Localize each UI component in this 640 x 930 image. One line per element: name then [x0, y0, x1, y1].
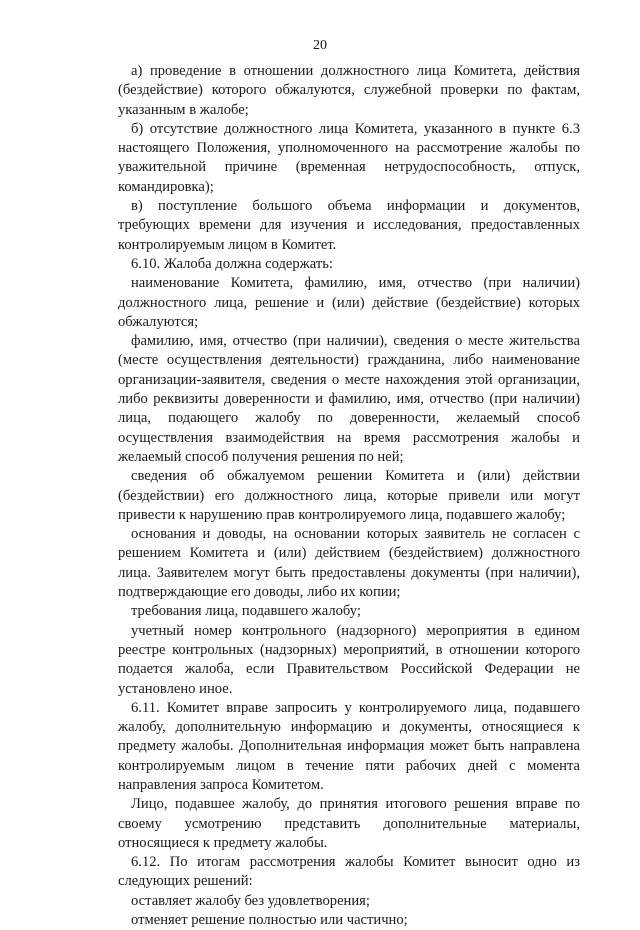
paragraph-decision-cancel: отменяет решение полностью или частично; [131, 912, 408, 929]
paragraph-appealed-decision: сведения об обжалуемом решении Комитета и (или) действии (бездействии) его должностного лица, которые привели или могут привести к нарушению прав контролируемого лица, подавшего жалобу; [118, 468, 580, 523]
paragraph-c-large-volume: в) поступление большого объема информации и документов, требующих времени для изучения и исследования, предоставленных контролируемым лицом в Комитет. [118, 198, 580, 253]
paragraph-b-official-absence: б) отсутствие должностного лица Комитета, указанного в пункте 6.3 настоящего Положения, уполномоченного на рассмотрение жалобы по уважительной причине (временная нетрудоспособность, отпуск, командировка); [118, 120, 580, 195]
paragraph-additional-materials: Лицо, подавшее жалобу, до принятия итогового решения вправе по своему усмотрению представить дополнительные материалы, относящиеся к предмету жалобы. [118, 796, 580, 851]
paragraph-applicant-details: фамилию, имя, отчество (при наличии), сведения о месте жительства (месте осуществления деятельности) гражданина, либо наименование организации-заявителя, сведения о месте нахождения этой организации, либо реквизиты доверенности и фамилию, имя, отчество (при наличии) лица, подающего жалобу по доверенности, желаемый способ осуществления взаимодействия на время рассмотрения жалобы и желаемый способ получения решения по ней; [118, 333, 580, 465]
paragraph-requirements: требования лица, подавшего жалобу; [131, 603, 361, 620]
paragraph-grounds-arguments: основания и доводы, на основании которых заявитель не согласен с решением Комитета и (или) действием (бездействием) должностного лица. Заявителем могут быть предоставлены документы (при наличии), подтверждающие его доводы, либо их копии; [118, 526, 580, 601]
paragraph-6-10-heading: 6.10. Жалоба должна содержать: [131, 255, 333, 272]
paragraph-a-internal-check: а) проведение в отношении должностного лица Комитета, действия (бездействие) которого обжалуются, служебной проверки по фактам, указанным в жалобе; [118, 63, 580, 118]
paragraph-6-12: 6.12. По итогам рассмотрения жалобы Комитет выносит одно из следующих решений: [118, 854, 580, 890]
page-number: 20 [313, 38, 327, 53]
paragraph-committee-name: наименование Комитета, фамилию, имя, отчество (при наличии) должностного лица, решение и (или) действие (бездействие) которых обжалуются; [118, 275, 580, 330]
paragraph-decision-reject: оставляет жалобу без удовлетворения; [131, 892, 370, 909]
document-body [118, 62, 580, 930]
paragraph-6-11: 6.11. Комитет вправе запросить у контролируемого лица, подавшего жалобу, дополнительную информацию и документы, относящиеся к предмету жалобы. Дополнительная информация может быть направлена контролируемым лицом в течение пяти рабочих дней с момента направления запроса Комитетом. [118, 699, 580, 793]
paragraph-registry-number: учетный номер контрольного (надзорного) мероприятия в едином реестре контрольных (надзорных) мероприятий, в отношении которого подается жалоба, если Правительством Российской Федерации не установлено иное. [118, 622, 580, 697]
